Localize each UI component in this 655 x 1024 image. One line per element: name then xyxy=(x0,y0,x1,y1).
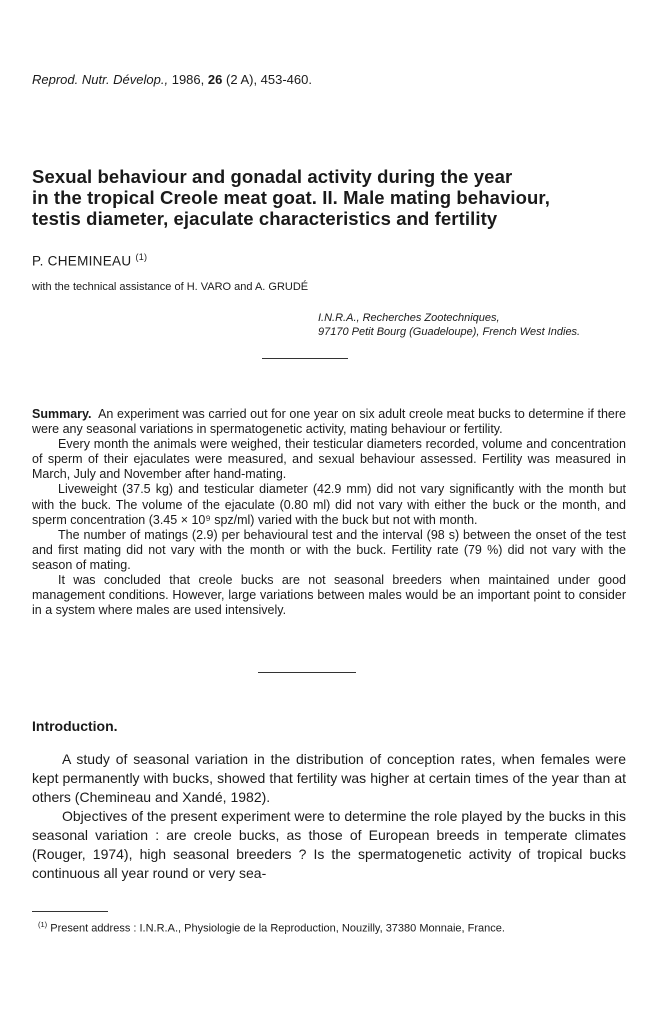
divider-rule-2 xyxy=(258,672,356,673)
introduction-heading: Introduction. xyxy=(32,718,118,734)
journal-year: 1986, xyxy=(171,72,205,87)
author-line xyxy=(32,252,147,269)
summary-paragraph-5: It was concluded that creole bucks are not seasonal breeders when maintained under good management conditions. However, large variations between males would be an important point to consider in a system where males are used intensively. xyxy=(32,573,626,618)
introduction-paragraph-2: Objectives of the present experiment were to determine the role played by the bucks in this seasonal variation : are creole bucks, as those of European breeds in temperate climates (Rouger, 1974), high seasonal breeders ? Is the spermatogenetic activity of tropical bucks continuous all year round or very sea- xyxy=(32,808,626,881)
journal-citation xyxy=(32,72,312,87)
divider-rule xyxy=(262,358,348,359)
affiliation-line-1: I.N.R.A., Recherches Zootechniques, xyxy=(318,312,500,324)
paper-title xyxy=(32,166,632,229)
footnote xyxy=(38,920,505,935)
summary-section xyxy=(32,407,626,618)
journal-name: Reprod. Nutr. Dévelop., xyxy=(32,72,169,87)
technical-assistance: with the technical assistance of H. VARO and A. GRUDÉ xyxy=(32,281,309,293)
summary-paragraph-1 xyxy=(32,407,626,437)
author-footnote-mark: (1) xyxy=(135,252,148,262)
title-line-1: Sexual behaviour and gonadal activity during the year xyxy=(32,166,513,187)
title-line-3: testis diameter, ejaculate characteristics and fertility xyxy=(32,208,498,229)
summary-label: Summary. xyxy=(32,407,92,421)
journal-volume: 26 xyxy=(207,72,223,87)
affiliation-line-2: 97170 Petit Bourg (Guadeloupe), French West Indies. xyxy=(318,326,581,338)
author-name: P. CHEMINEAU xyxy=(32,253,132,269)
title-line-2: in the tropical Creole meat goat. II. Male mating behaviour, xyxy=(32,187,550,208)
summary-paragraph-3: Liveweight (37.5 kg) and testicular diameter (42.9 mm) did not vary significantly with the month but with the buck. The volume of the ejaculate (0.80 ml) did not vary with either the buck or the month, and sperm concentration (3.45 × 10⁹ spz/ml) varied with the buck but not with month. xyxy=(32,482,626,527)
affiliation xyxy=(318,311,618,339)
introduction-paragraph-1: A study of seasonal variation in the distribution of conception rates, when females were kept permanently with bucks, showed that fertility was higher at certain times of the year than at others (Chemineau and Xandé, 1982). xyxy=(32,751,626,805)
summary-text-1: An experiment was carried out for one year on six adult creole meat bucks to determine if there were any seasonal variations in spermatogenetic activity, mating behaviour or fertility. xyxy=(32,407,626,437)
footnote-text: Present address : I.N.R.A., Physiologie de la Reproduction, Nouzilly, 37380 Monnaie, France. xyxy=(50,922,505,935)
journal-issue-pages: (2 A), 453-460. xyxy=(225,72,312,87)
summary-paragraph-2: Every month the animals were weighed, their testicular diameters recorded, volume and concentration of sperm of their ejaculates were measured, and sexual behaviour assessed. Fertility was measured in March, July and November after hand-mating. xyxy=(32,437,626,482)
introduction-body xyxy=(32,750,626,883)
footnote-rule xyxy=(32,911,108,912)
footnote-mark: (1) xyxy=(38,920,48,929)
summary-paragraph-4: The number of matings (2.9) per behavioural test and the interval (98 s) between the onset of the test and first mating did not vary with the month or with the buck. Fertility rate (79 %) did not vary with the season of mating. xyxy=(32,527,626,572)
